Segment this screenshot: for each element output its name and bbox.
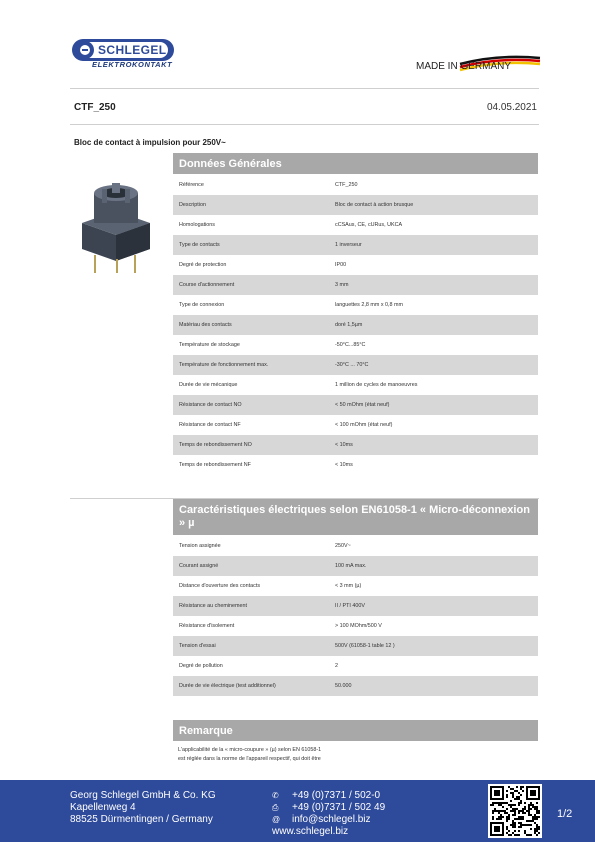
table-row bbox=[173, 536, 538, 556]
table-row bbox=[173, 355, 538, 375]
property-value: 1 inverseur bbox=[335, 242, 362, 248]
property-label: Température de stockage bbox=[179, 342, 240, 348]
remark-line-2: est réglée dans la norme de l'appareil respectif, qui doit être bbox=[178, 756, 321, 762]
property-value: < 3 mm (µ) bbox=[335, 583, 362, 589]
property-value: IP00 bbox=[335, 262, 347, 268]
footer-address bbox=[70, 790, 216, 826]
qr-code[interactable] bbox=[488, 784, 542, 838]
property-value: 100 mA max. bbox=[335, 563, 367, 569]
electrical-data-table bbox=[173, 536, 538, 696]
fax-icon: ⎙ bbox=[272, 803, 279, 812]
property-label: Résistance de contact NF bbox=[179, 422, 241, 428]
property-value: II / PTI 400V bbox=[335, 603, 365, 609]
property-value: cCSAus, CE, cURus, UKCA bbox=[335, 222, 403, 228]
table-row bbox=[173, 676, 538, 696]
footer-phone: +49 (0)7371 / 502-0 bbox=[292, 790, 381, 801]
property-value: Bloc de contact à action brusque bbox=[335, 202, 414, 208]
table-row bbox=[173, 295, 538, 315]
property-label: Distance d'ouverture des contacts bbox=[179, 583, 261, 589]
property-label: Temps de rebondissement NO bbox=[179, 442, 252, 448]
footer-street: Kapellenweg 4 bbox=[70, 802, 136, 813]
table-row bbox=[173, 195, 538, 215]
property-value: CTF_250 bbox=[335, 182, 358, 188]
page-footer bbox=[0, 780, 595, 842]
document-code: CTF_250 bbox=[74, 102, 116, 113]
table-row bbox=[173, 596, 538, 616]
footer-contact bbox=[272, 790, 385, 838]
table-row bbox=[173, 335, 538, 355]
at-icon: @ bbox=[272, 815, 281, 824]
property-label: Description bbox=[179, 202, 206, 208]
property-value: doré 1,5µm bbox=[335, 322, 363, 328]
brand-subtitle: ELEKTROKONTAKT bbox=[92, 60, 173, 69]
table-row bbox=[173, 395, 538, 415]
property-label: Température de fonctionnement max. bbox=[179, 362, 269, 368]
footer-city: 88525 Dürmentingen / Germany bbox=[70, 814, 213, 825]
table-row bbox=[173, 175, 538, 195]
property-label: Résistance au cheminement bbox=[179, 603, 248, 609]
property-label: Matériau des contacts bbox=[179, 322, 232, 328]
property-label: Degré de protection bbox=[179, 262, 227, 268]
header-divider bbox=[70, 88, 539, 89]
section-heading-general: Données Générales bbox=[173, 153, 538, 174]
property-value: < 10ms bbox=[335, 442, 353, 448]
page-number: 1/2 bbox=[557, 808, 573, 820]
property-label: Tension d'essai bbox=[179, 643, 216, 649]
property-label: Course d'actionnement bbox=[179, 282, 235, 288]
property-label: Courant assigné bbox=[179, 563, 219, 569]
table-row bbox=[173, 576, 538, 596]
title-divider bbox=[70, 124, 539, 125]
phone-icon: ✆ bbox=[272, 791, 279, 800]
document-title: Bloc de contact à impulsion pour 250V~ bbox=[74, 138, 226, 147]
table-row bbox=[173, 656, 538, 676]
table-row bbox=[173, 315, 538, 335]
product-image bbox=[76, 183, 156, 275]
remark-text bbox=[178, 746, 478, 764]
footer-fax: +49 (0)7371 / 502 49 bbox=[292, 802, 386, 813]
property-value: 3 mm bbox=[335, 282, 349, 288]
table-row bbox=[173, 235, 538, 255]
property-value: < 100 mOhm (état neuf) bbox=[335, 422, 393, 428]
section-heading-electrical: Caractéristiques électriques selon EN61058-1 « Micro-déconnexion » µ bbox=[173, 499, 538, 535]
footer-company: Georg Schlegel GmbH & Co. KG bbox=[70, 790, 216, 801]
table-row bbox=[173, 415, 538, 435]
remark-line-1: L'applicabilité de la « micro-coupure » (µ) selon EN 61058-1 bbox=[178, 747, 322, 753]
table-row bbox=[173, 255, 538, 275]
property-value: < 50 mOhm (état neuf) bbox=[335, 402, 390, 408]
property-value: 250V~ bbox=[335, 543, 351, 549]
property-value: < 10ms bbox=[335, 462, 353, 468]
property-label: Durée de vie électrique (test additionnel) bbox=[179, 683, 276, 689]
table-row bbox=[173, 375, 538, 395]
company-logo bbox=[70, 38, 182, 72]
property-label: Référence bbox=[179, 182, 204, 188]
section-heading-remark: Remarque bbox=[173, 720, 538, 741]
property-label: Homologations bbox=[179, 222, 215, 228]
property-value: -30°C ... 70°C bbox=[335, 362, 369, 368]
property-label: Type de contacts bbox=[179, 242, 220, 248]
property-label: Résistance de contact NO bbox=[179, 402, 242, 408]
property-value: > 100 MOhm/500 V bbox=[335, 623, 382, 629]
property-value: languettes 2,8 mm x 0,8 mm bbox=[335, 302, 404, 308]
property-label: Temps de rebondissement NF bbox=[179, 462, 251, 468]
footer-web-link[interactable]: www.schlegel.biz bbox=[272, 826, 349, 837]
table-row bbox=[173, 556, 538, 576]
property-value: -50°C...85°C bbox=[335, 342, 366, 348]
table-row bbox=[173, 215, 538, 235]
table-row bbox=[173, 435, 538, 455]
property-value: 50.000 bbox=[335, 683, 352, 689]
document-date: 04.05.2021 bbox=[486, 102, 537, 113]
property-value: 500V (61058-1 table 12 ) bbox=[335, 643, 395, 649]
made-in-germany: MADE IN GERMANY bbox=[416, 61, 512, 72]
property-label: Durée de vie mécanique bbox=[179, 382, 238, 388]
property-label: Type de connexion bbox=[179, 302, 225, 308]
property-label: Résistance d'isolement bbox=[179, 623, 235, 629]
property-value: 2 bbox=[335, 663, 338, 669]
table-row bbox=[173, 455, 538, 475]
property-label: Degré de pollution bbox=[179, 663, 223, 669]
footer-email-link[interactable]: info@schlegel.biz bbox=[292, 814, 371, 825]
table-row bbox=[173, 636, 538, 656]
brand-name: SCHLEGEL bbox=[98, 43, 167, 57]
general-data-table bbox=[173, 175, 538, 475]
table-row bbox=[173, 616, 538, 636]
property-value: 1 million de cycles de manoeuvres bbox=[335, 382, 418, 388]
property-label: Tension assignée bbox=[179, 543, 221, 549]
table-row bbox=[173, 275, 538, 295]
